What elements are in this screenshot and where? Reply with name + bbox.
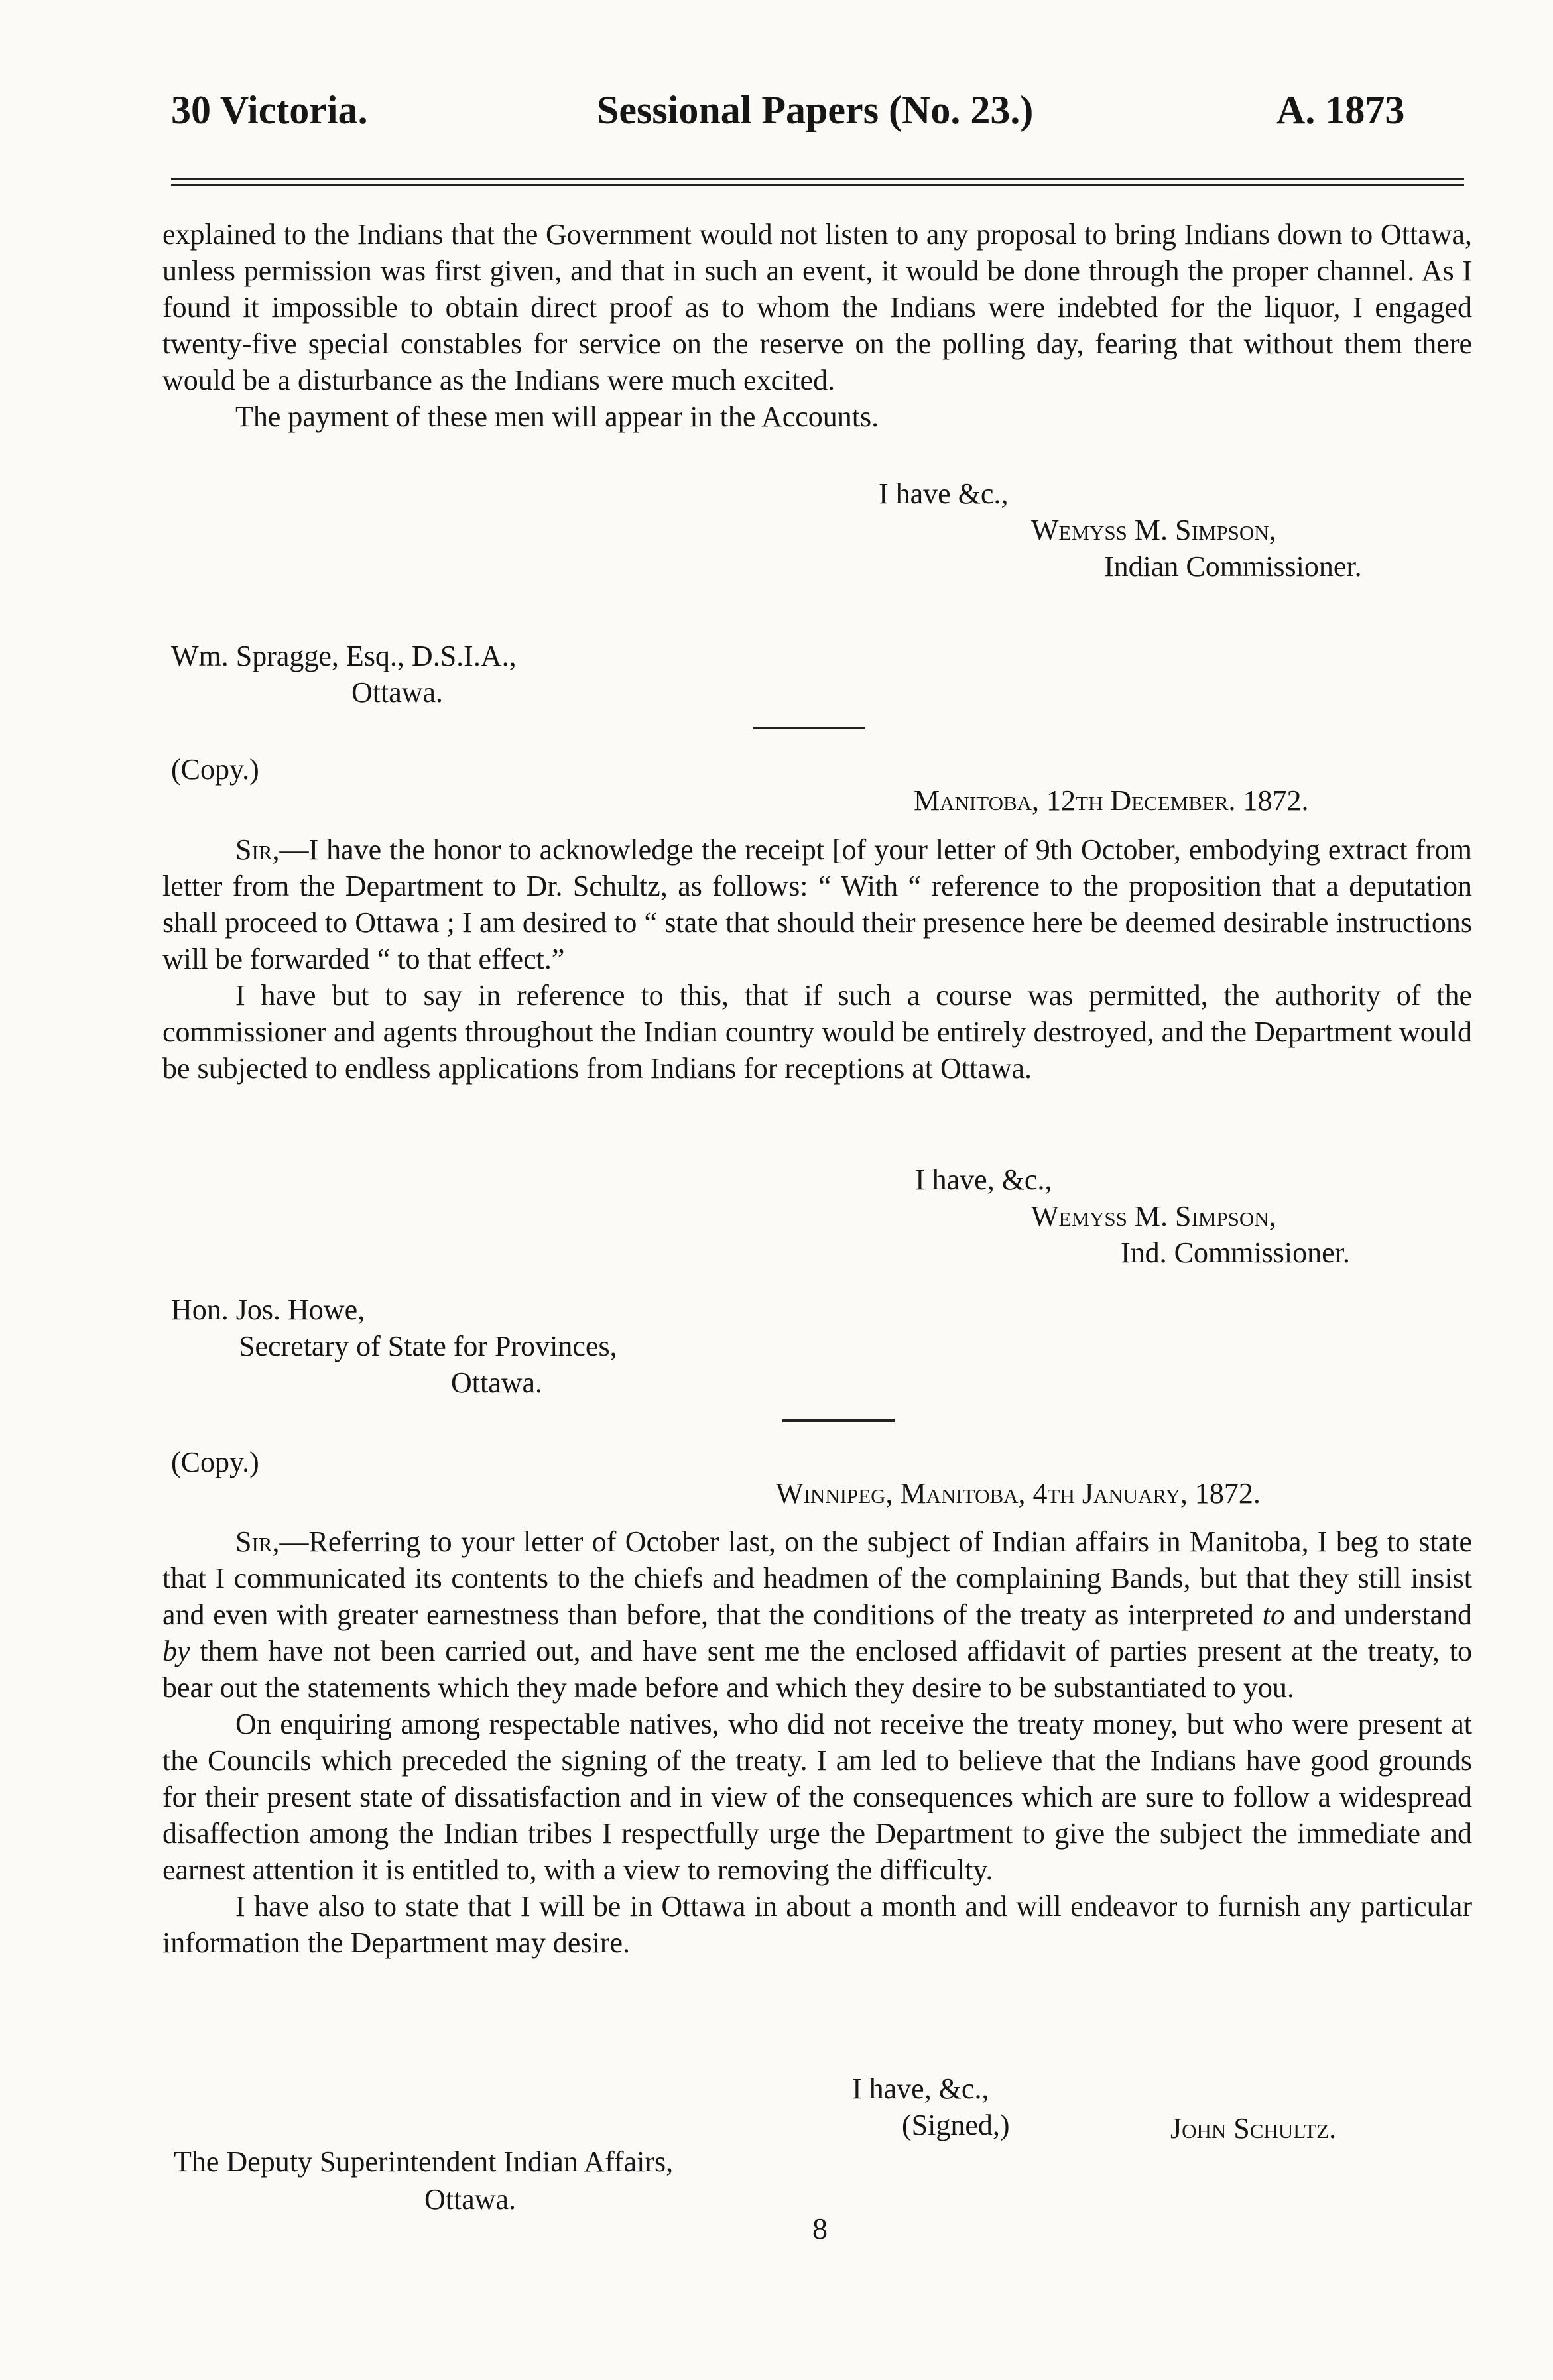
separator-1	[753, 727, 865, 729]
letter1-addressee-place: Ottawa.	[351, 676, 444, 709]
letter3-body	[162, 1523, 1472, 1961]
header-left: 30 Victoria.	[171, 88, 368, 132]
letter2-closing: I have, &c.,	[915, 1163, 1052, 1196]
header-right: A. 1873	[1276, 88, 1405, 132]
letter2-body	[162, 831, 1472, 1087]
letter1-continuation: explained to the Indians that the Government would not listen to any proposal to bring Indians down to Ottawa, unless permission was first given, and that in such an event, it would be done through the proper channel. As I found it impossible to obtain direct proof as to whom the Indians were indebted for the liquor, I engaged twenty-five special constables for service on the reserve on the polling day, fearing that without them there would be a disturbance as the Indians were much excited.	[162, 218, 1472, 396]
letter2-dateline: Manitoba, 12th December. 1872.	[914, 784, 1309, 817]
letter2-copy-label: (Copy.)	[171, 753, 259, 786]
letter2-para1: Sir,—I have the honor to acknowledge the receipt [of your letter of 9th October, embodying extract from letter from the Department to Dr. Schultz, as follows: “ With “ reference to the proposition that a deputation shall proceed to Ottawa ; I am desired to “ state that should their presence here be deemed desirable instructions will be forwarded “ to that effect.”	[162, 833, 1472, 975]
header-rule	[171, 178, 1464, 180]
letter1-signer: Wemyss M. Simpson,	[1031, 514, 1276, 546]
letter3-signed: (Signed,)	[902, 2109, 1010, 2141]
letter1-addressee: Wm. Spragge, Esq., D.S.I.A.,	[171, 640, 517, 672]
page-number: 8	[812, 2212, 828, 2245]
separator-2	[782, 1419, 895, 1422]
letter3-signer: John Schultz.	[1170, 2112, 1337, 2145]
letter3-para1: Sir,—Referring to your letter of October last, on the subject of Indian affairs in Manitoba, I beg to state that I communicated its contents to the chiefs and headmen of the complaining Bands, but that they still insist and even with greater earnestness than before, that the conditions of the treaty as interpreted to and understand by them have not been carried out, and have sent me the enclosed affidavit of parties present at the treaty, to bear out the statements which they made before and which they desire to be substantiated to you.	[162, 1525, 1472, 1704]
letter2-para2: I have but to say in reference to this, that if such a course was permitted, the authority of the commissioner and agents throughout the Indian country would be entirely destroyed, and the Department would be subjected to endless applications from Indians for receptions at Ottawa.	[162, 979, 1472, 1085]
letter3-dateline: Winnipeg, Manitoba, 4th January, 1872.	[776, 1477, 1261, 1510]
letter1-para2: The payment of these men will appear in the Accounts.	[235, 400, 879, 433]
letter1-body	[162, 216, 1472, 435]
header-center: Sessional Papers (No. 23.)	[597, 88, 1034, 132]
letter1-closing: I have &c.,	[879, 477, 1009, 510]
letter2-signer-title: Ind. Commissioner.	[1121, 1236, 1350, 1269]
letter2-salutation: Sir,	[235, 833, 280, 866]
letter3-copy-label: (Copy.)	[171, 1446, 259, 1478]
letter2-signer: Wemyss M. Simpson,	[1031, 1200, 1276, 1232]
letter2-addressee-place: Ottawa.	[451, 1366, 543, 1399]
letter3-addressee: The Deputy Superintendent Indian Affairs,	[174, 2145, 674, 2178]
letter3-closing: I have, &c.,	[852, 2072, 989, 2105]
letter1-signer-title: Indian Commissioner.	[1104, 550, 1362, 583]
letter2-addressee: Hon. Jos. Howe,	[171, 1293, 365, 1326]
letter2-addressee-line2: Secretary of State for Provinces,	[239, 1330, 617, 1362]
letter3-para3: I have also to state that I will be in Ottawa in about a month and will endeavor to furnish any particular information the Department may desire.	[162, 1890, 1472, 1959]
letter3-para2: On enquiring among respectable natives, who did not receive the treaty money, but who were present at the Councils which preceded the signing of the treaty. I am led to believe that the Indians have good grounds for their present state of dissatisfaction and in view of the consequences which are sure to follow a widespread disaffection among the Indian tribes I respectfully urge the Department to give the subject the immediate and earnest attention it is entitled to, with a view to removing the difficulty.	[162, 1708, 1472, 1886]
header-rule-thin	[171, 184, 1464, 186]
letter3-salutation: Sir,	[235, 1525, 280, 1558]
letter3-addressee-place: Ottawa.	[424, 2183, 517, 2216]
